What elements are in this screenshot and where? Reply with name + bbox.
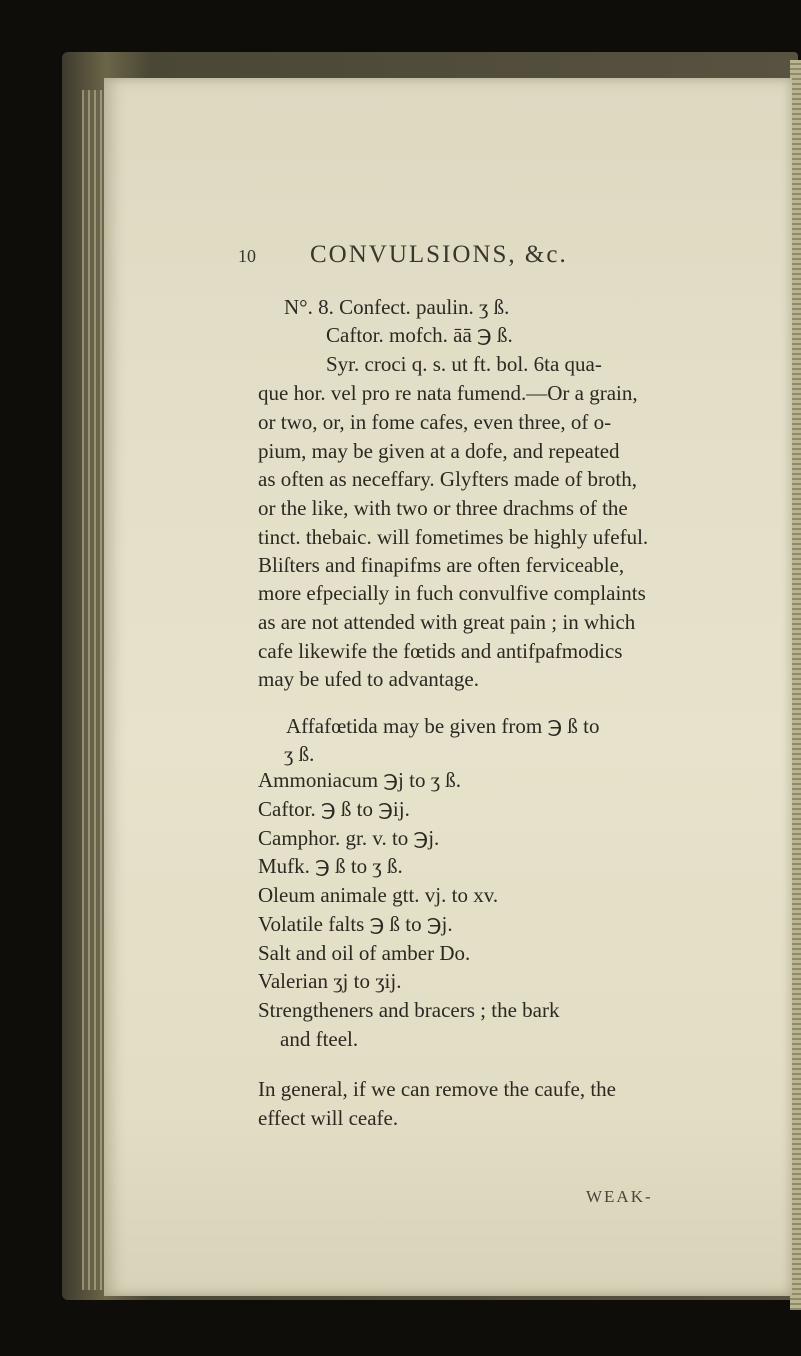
text-line: Oleum animale gtt. vj. to xv.	[258, 883, 499, 907]
book-spine	[82, 90, 104, 1290]
text-line: Ammoniacum ℈j to ʒ ß.	[258, 768, 462, 792]
text-line: cafe likewife the fœtids and antifpafmodics	[258, 639, 623, 663]
text-line: more efpecially in fuch convulfive complaints	[258, 581, 646, 605]
text-line: tinct. thebaic. will fometimes be highly ufeful.	[258, 525, 649, 549]
text-line: effect will ceafe.	[258, 1106, 399, 1130]
text-line: as often as neceffary. Glyfters made of broth,	[258, 467, 638, 491]
running-title: CONVULSIONS, &c.	[310, 241, 568, 268]
text-line: ʒ ß.	[284, 742, 315, 766]
text-line: Mufk. ℈ ß to ʒ ß.	[258, 854, 403, 878]
text-line: N°. 8. Confect. paulin. ʒ ß.	[284, 295, 510, 319]
text-line: Volatile falts ℈ ß to ℈j.	[258, 912, 453, 936]
text-line: may be ufed to advantage.	[258, 667, 479, 691]
text-line: or two, or, in fome cafes, even three, of o-	[258, 410, 612, 434]
text-line: Syr. croci q. s. ut ft. bol. 6ta qua-	[326, 352, 602, 376]
text-line: Salt and oil of amber Do.	[258, 941, 471, 965]
text-line: pium, may be given at a dofe, and repeated	[258, 439, 620, 463]
catchword: WEAK-	[586, 1187, 653, 1206]
text-line: and fteel.	[280, 1027, 359, 1051]
text-line: Caftor. mofch. āā ℈ ß.	[326, 323, 513, 347]
page-number: 10	[238, 246, 256, 266]
text-line: Affafœtida may be given from ℈ ß to	[286, 714, 600, 738]
text-line: In general, if we can remove the caufe, the	[258, 1077, 616, 1101]
text-line: que hor. vel pro re nata fumend.—Or a grain,	[258, 381, 638, 405]
text-line: Valerian ʒj to ʒij.	[258, 969, 402, 993]
text-line: Strengtheners and bracers ; the bark	[258, 998, 560, 1022]
text-line: as are not attended with great pain ; in which	[258, 610, 636, 634]
text-line: Camphor. gr. v. to ℈j.	[258, 826, 440, 850]
text-line: Bliſters and finapifms are often ferviceable,	[258, 553, 625, 577]
text-line: Caftor. ℈ ß to ℈ij.	[258, 797, 410, 821]
text-line: or the like, with two or three drachms of the	[258, 496, 628, 520]
